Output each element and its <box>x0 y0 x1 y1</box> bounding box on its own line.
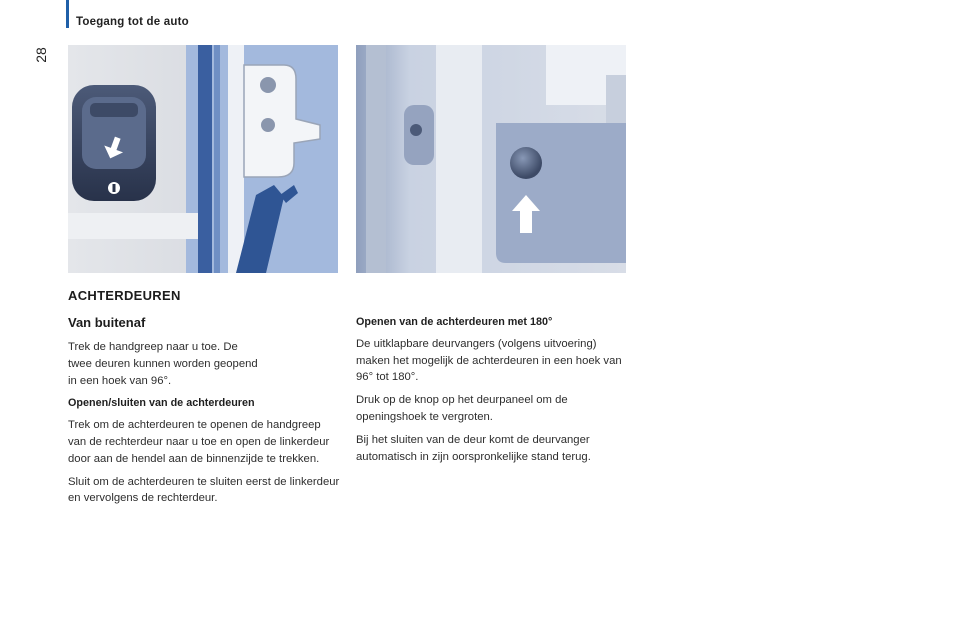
intro-line: Trek de handgreep naar u toe. De <box>68 341 238 353</box>
door-stay-button-icon <box>356 45 626 273</box>
rear-door-handle-illustration <box>68 45 338 273</box>
closing-paragraph: Bij het sluiten van de deur komt de deurvanger automatisch in zijn oorspronkelijke stand terug. <box>356 433 591 463</box>
intro-paragraph <box>68 339 340 389</box>
page-number: 28 <box>33 47 49 63</box>
open-close-paragraph: Trek om de achterdeuren te openen de handgreep van de rechterdeur naar u toe en open de linkerdeur door aan de hendel aan de binnenzijde te trekken. <box>68 419 330 465</box>
intro-line: twee deuren kunnen worden geopend <box>68 357 258 370</box>
left-column <box>68 339 340 513</box>
intro-line: in een hoek van 96°. <box>68 374 172 387</box>
close-order-paragraph: Sluit om de achterdeuren te sluiten eerst de linkerdeur en vervolgens de rechterdeur. <box>68 475 340 505</box>
door-stay-button-illustration <box>356 45 626 273</box>
subheading: Van buitenaf <box>68 315 146 330</box>
accent-bar <box>66 0 69 28</box>
section-heading: ACHTERDEUREN <box>68 288 181 303</box>
section-header: Toegang tot de auto <box>76 16 189 28</box>
open-180-subtitle: Openen van de achterdeuren met 180° <box>356 316 553 328</box>
right-column <box>356 314 624 471</box>
door-handle-icon <box>68 45 338 273</box>
button-paragraph: Druk op de knop op het deurpaneel om de openingshoek te vergroten. <box>356 394 568 423</box>
open-close-subtitle: Openen/sluiten van de achterdeuren <box>68 397 255 410</box>
door-stay-paragraph: De uitklapbare deurvangers (volgens uitvoering) maken het mogelijk de achterdeuren in een hoek van 96° tot 180°. <box>356 337 622 384</box>
